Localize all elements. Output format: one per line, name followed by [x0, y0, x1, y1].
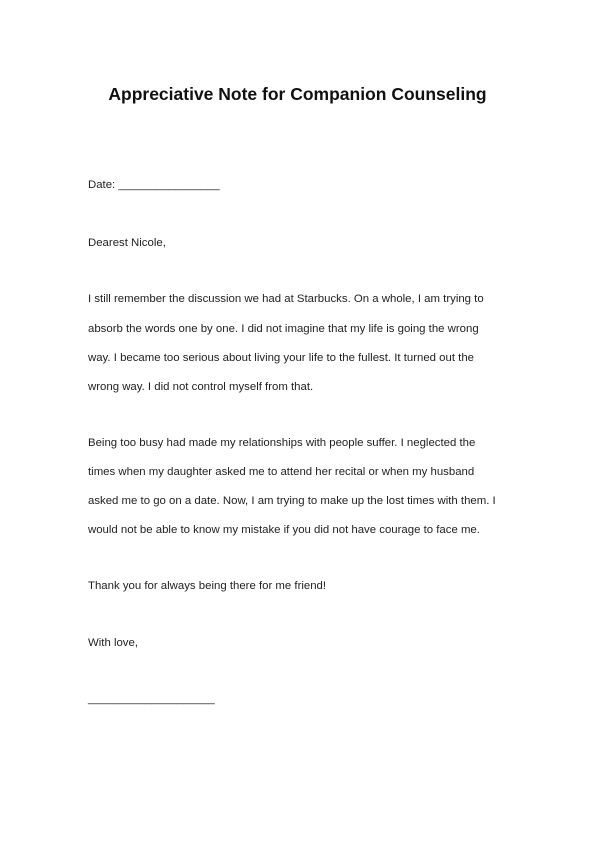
paragraph-1-line: way. I became too serious about living your life to the fullest. It turned out the: [88, 352, 475, 364]
signature-line: ____________________: [88, 693, 215, 705]
paragraph-1-line: I still remember the discussion we had at Starbucks. On a whole, I am trying to: [88, 293, 484, 305]
paragraph-2-line: times when my daughter asked me to attend her recital or when my husband: [88, 466, 475, 478]
salutation: Dearest Nicole,: [88, 237, 166, 249]
thanks-line: Thank you for always being there for me friend!: [88, 580, 327, 592]
paragraph-2-line: Being too busy had made my relationships with people suffer. I neglected the: [88, 437, 476, 449]
paragraph-1-line: wrong way. I did not control myself from that.: [88, 381, 314, 393]
date-line: Date: ________________: [88, 179, 220, 191]
paragraph-2-line: asked me to go on a date. Now, I am trying to make up the lost times with them. I: [88, 495, 496, 507]
closing-line: With love,: [88, 637, 139, 649]
paragraph-1-line: absorb the words one by one. I did not imagine that my life is going the wrong: [88, 323, 479, 335]
paragraph-2-line: would not be able to know my mistake if you did not have courage to face me.: [88, 524, 480, 536]
document-title: Appreciative Note for Companion Counseling: [108, 84, 487, 104]
